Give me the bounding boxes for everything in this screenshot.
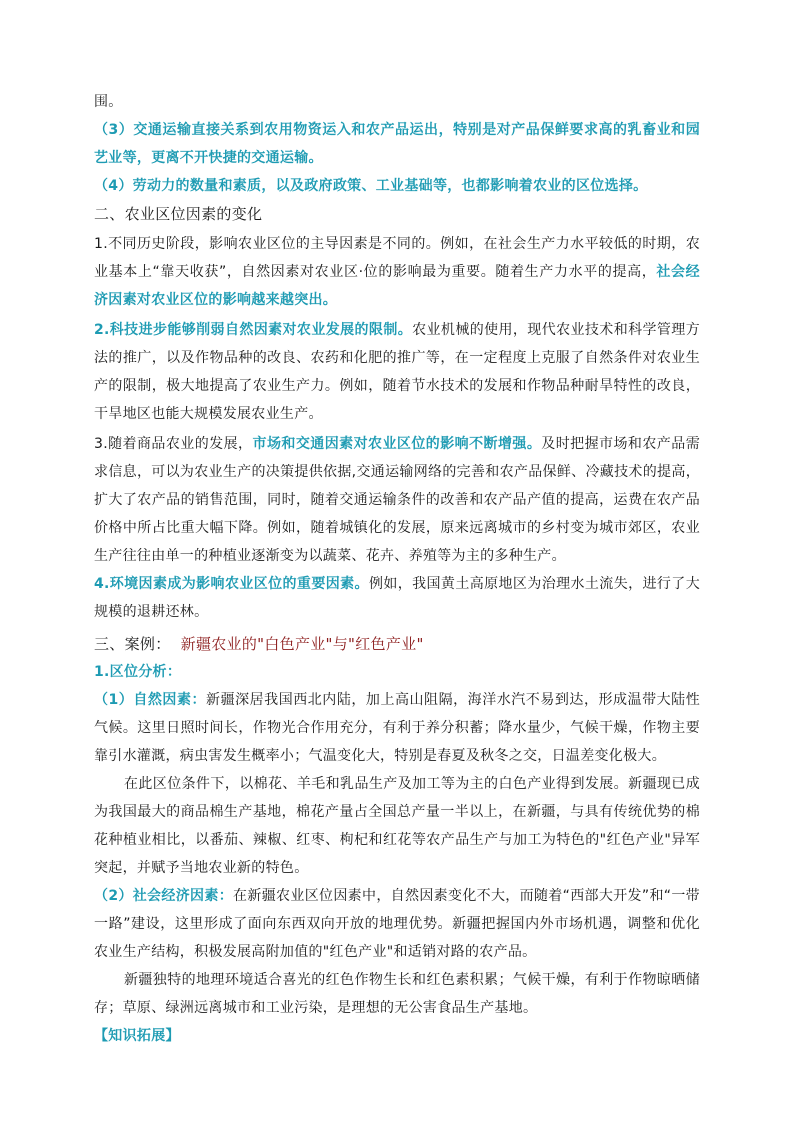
paragraph-4 xyxy=(94,570,700,626)
paragraph-3-highlight: 市场和交通因素对农业区位的影响不断增强。 xyxy=(252,436,542,452)
paragraph-4-text: 例如，我国黄土高原地区为治理水土流失，进行了大规模的退耕还林。 xyxy=(94,576,700,620)
paragraph-2-highlight: 2.科技进步能够削弱自然因素对农业发展的限制。 xyxy=(94,322,413,338)
section-heading-2: 二、农业区位因素的变化 xyxy=(94,205,263,223)
section-heading-3-prefix: 三、案例： xyxy=(94,635,171,653)
subheading-location-analysis: 1.区位分析： xyxy=(94,664,182,680)
paragraph-fragment: 围。 xyxy=(94,94,123,110)
section-heading-3-title: 新疆农业的"白色产业"与"红色产业" xyxy=(180,635,424,653)
paragraph-3-text-a: 3.随着商品农业的发展， xyxy=(94,436,253,452)
paragraph-3 xyxy=(94,430,700,570)
section-heading-3 xyxy=(94,630,700,658)
paragraph-labor: （4）劳动力的数量和素质，以及政府政策、工业基础等，也都影响着农业的区位选择。 xyxy=(94,178,648,194)
paragraph-1-text: 1.不同历史阶段，影响农业区位的主导因素是不同的。例如，在社会生产力水平较低的时期，农业基本上“靠天收获”，自然因素对农业区·位的影响最为重要。随着生产力水平的提高， xyxy=(94,236,700,280)
paragraph-white-industry: 在此区位条件下，以棉花、羊毛和乳品生产及加工等为主的白色产业得到发展。新疆现已成为我国最大的商品棉生产基地，棉花产量占全国总产量一半以上，在新疆，与具有传统优势的棉花种植业相比，以番茄、辣椒、红枣、枸杞和红花等农产品生产与加工为特色的"红色产业"异军突起，并赋予当地农业新的特色。 xyxy=(94,776,700,876)
paragraph-socioeconomic-factors xyxy=(94,882,700,966)
paragraph-2-text: 农业机械的使用，现代农业技术和科学管理方法的推广，以及作物品种的改良、农药和化肥的推广等，在一定程度上克服了自然条件对农业生产的限制，极大地提高了农业生产力。例如，随着节水技术的发展和作物品种耐旱特性的改良，干旱地区也能大规模发展农业生产。 xyxy=(94,322,700,422)
paragraph-natural-factors xyxy=(94,686,700,770)
document-page xyxy=(94,88,700,1050)
socioeconomic-factors-label: （2）社会经济因素： xyxy=(94,888,234,904)
paragraph-4-highlight: 4.环境因素成为影响农业区位的重要因素。 xyxy=(94,576,369,592)
natural-factors-text: 新疆深居我国西北内陆，加上高山阻隔，海洋水汽不易到达，形成温带大陆性气候。这里日照时间长，作物光合作用充分，有利于养分积蓄；降水量少，气候干燥，作物主要靠引水灌溉，病虫害发生概率小；气温变化大，特别是春夏及秋冬之交，日温差变化极大。 xyxy=(94,692,700,764)
paragraph-transport: （3）交通运输直接关系到农用物资运入和农产品运出，特别是对产品保鲜要求高的乳畜业和园艺业等，更离不开快捷的交通运输。 xyxy=(94,122,700,166)
paragraph-1-highlight: 社会经济因素对农业区位的影响越来越突出。 xyxy=(94,264,700,308)
paragraph-1 xyxy=(94,230,700,314)
socioeconomic-factors-text: 在新疆农业区位因素中，自然因素变化不大，而随着“西部大开发”和“一带一路”建设，这里形成了面向东西双向开放的地理优势。新疆把握国内外市场机遇，调整和优化农业生产结构，积极发展高附加值的"红色产业"和适销对路的农产品。 xyxy=(94,888,700,960)
knowledge-extension-heading: 【知识拓展】 xyxy=(94,1028,180,1044)
paragraph-2 xyxy=(94,316,700,428)
paragraph-environment: 新疆独特的地理环境适合喜光的红色作物生长和红色素积累；气候干燥，有利于作物晾晒储存；草原、绿洲远离城市和工业污染，是理想的无公害食品生产基地。 xyxy=(94,972,700,1016)
paragraph-3-text-b: 及时把握市场和农产品需求信息，可以为农业生产的决策提供依据,交通运输网络的完善和农产品保鲜、冷藏技术的提高，扩大了农产品的销售范围，同时，随着交通运输条件的改善和农产品产值的提高，运费在农产品价格中所占比重大幅下降。例如，随着城镇化的发展，原来远离城市的乡村变为城市郊区，农业生产往往由单一的种植业逐渐变为以蔬菜、花卉、养殖等为主的多种生产。 xyxy=(94,436,700,564)
natural-factors-label: （1）自然因素： xyxy=(94,692,207,708)
